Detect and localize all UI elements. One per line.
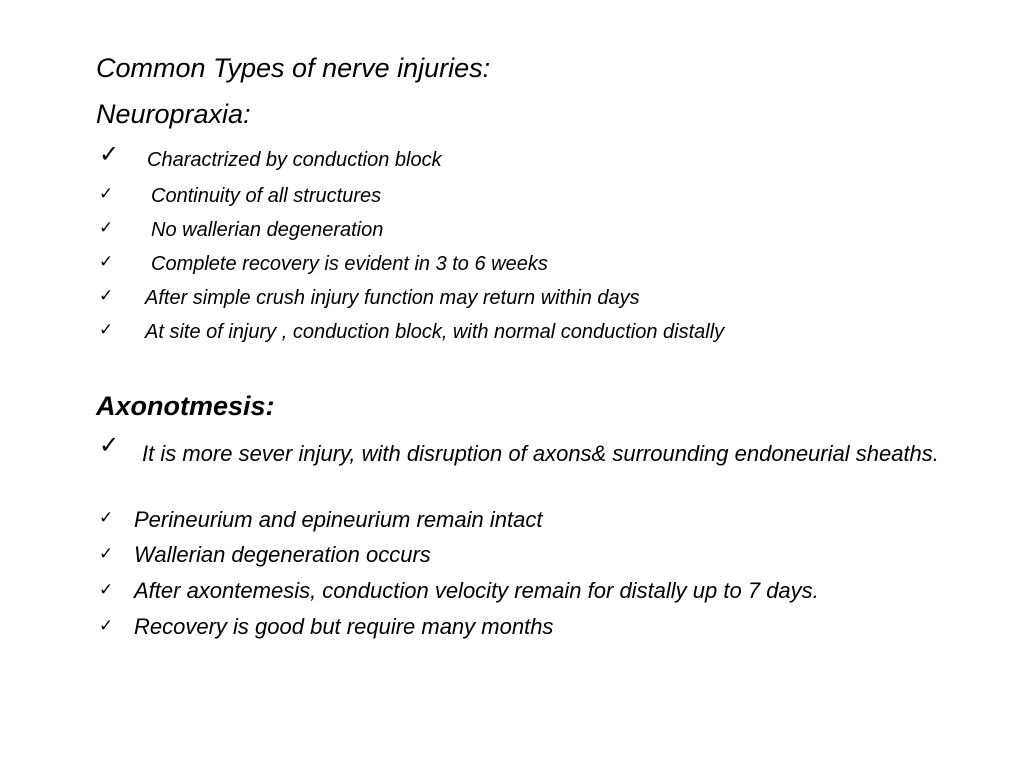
list-item: After simple crush injury function may return within days — [145, 287, 640, 309]
checkmark-icon: ✓ — [99, 320, 114, 340]
list-item: No wallerian degeneration — [151, 219, 384, 241]
list-item: At site of injury , conduction block, with normal conduction distally — [145, 321, 725, 343]
list-item: Continuity of all structures — [151, 185, 382, 207]
checkmark-icon: ✓ — [99, 580, 114, 600]
section-heading-axonotmesis: Axonotmesis: — [96, 391, 275, 421]
section-heading-neuropraxia: Neuropraxia: — [96, 99, 251, 129]
list-item: Wallerian degeneration occurs — [134, 542, 431, 567]
checkmark-icon: ✓ — [99, 184, 114, 204]
checkmark-icon: ✓ — [99, 252, 114, 272]
list-item: Charactrized by conduction block — [147, 149, 442, 171]
checkmark-icon: ✓ — [99, 616, 114, 636]
list-item: Recovery is good but require many months — [134, 614, 554, 639]
list-item: After axontemesis, conduction velocity remain for distally up to 7 days. — [134, 578, 819, 603]
checkmark-icon: ✓ — [99, 544, 114, 564]
slide-title: Common Types of nerve injuries: — [96, 53, 491, 83]
checkmark-icon: ✓ — [99, 286, 114, 306]
checkmark-icon: ✓ — [99, 140, 120, 168]
list-item: It is more sever injury, with disruption of axons& surrounding endoneurial sheaths. — [142, 441, 939, 466]
list-item: Perineurium and epineurium remain intact — [134, 507, 543, 532]
checkmark-icon: ✓ — [99, 218, 114, 238]
list-item: Complete recovery is evident in 3 to 6 weeks — [151, 253, 548, 275]
checkmark-icon: ✓ — [99, 508, 114, 528]
checkmark-icon: ✓ — [99, 431, 120, 459]
